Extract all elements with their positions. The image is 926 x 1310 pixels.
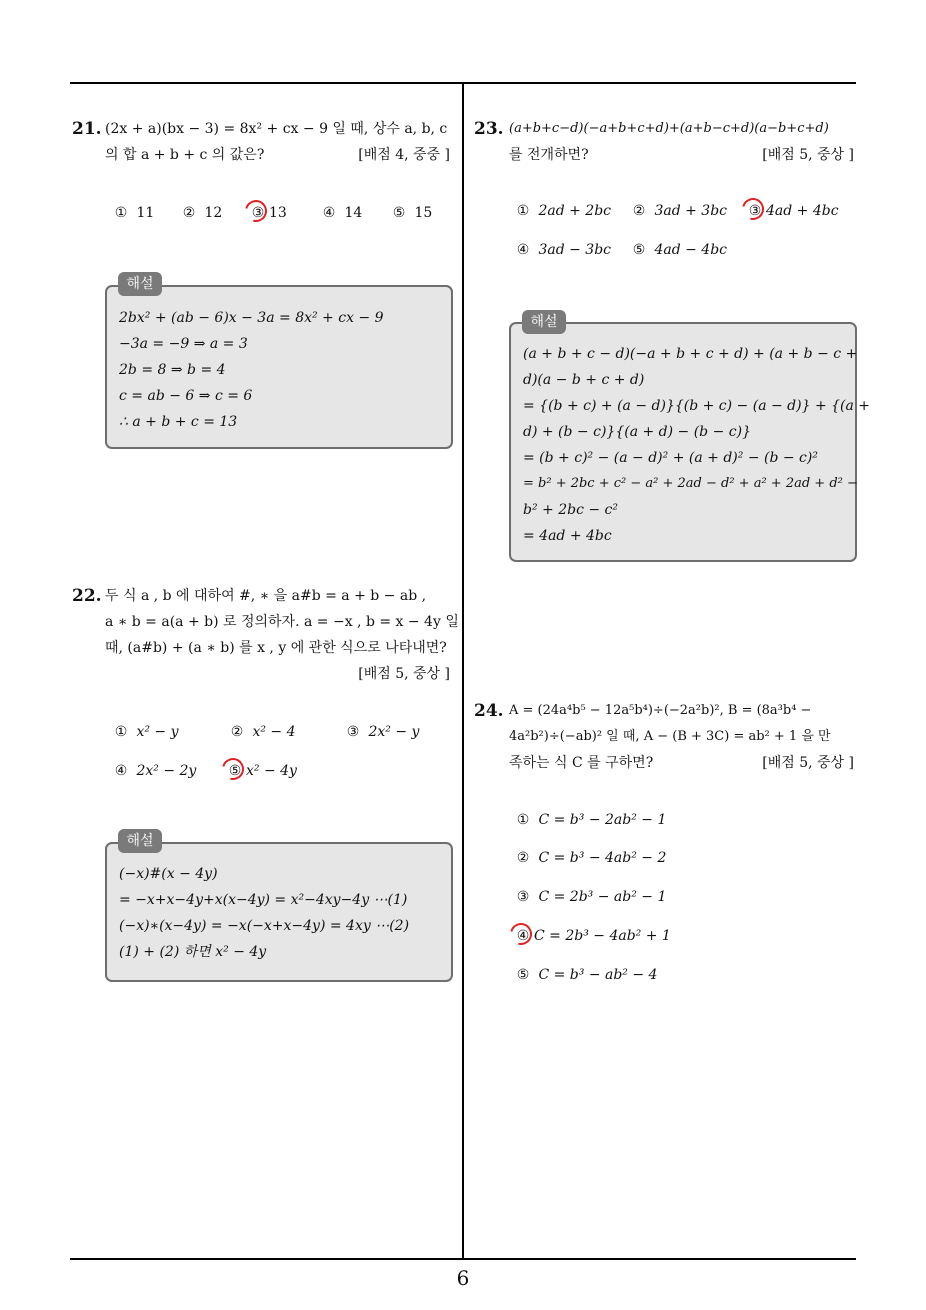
- solution-line: 2bx² + (ab − 6)x − 3a = 8x² + cx − 9: [119, 310, 384, 326]
- question-line-1: (a+b+c−d)(−a+b+c+d)+(a+b−c+d)(a−b+c+d): [509, 121, 829, 136]
- choice-number: ⑤: [392, 205, 406, 221]
- choice-number: ①: [114, 205, 128, 221]
- solution-line: = {(b + c) + (a − d)}{(b + c) − (a − d)} + {(a +: [523, 398, 871, 414]
- choice-24-3[interactable]: [512, 887, 666, 907]
- choice-24-4[interactable]: [512, 926, 671, 946]
- problem-number: 22.: [72, 586, 102, 606]
- choice-number: ②: [182, 205, 196, 221]
- choice-number: ④: [322, 205, 336, 221]
- choice-number: ④: [516, 242, 530, 258]
- choice-text: x² − 4y: [246, 763, 297, 779]
- choice-text: 4ad − 4bc: [654, 242, 728, 258]
- choice-number: ③: [346, 724, 360, 740]
- choice-number: ③: [748, 203, 762, 219]
- question-line-3: 때, (a#b) + (a ∗ b) 를 x , y 에 관한 식으로 나타내면?: [105, 640, 447, 656]
- solution-line: = (b + c)² − (a − d)² + (a + d)² − (b − c)²: [523, 450, 818, 466]
- problem-number: 23.: [474, 119, 504, 139]
- choice-number: ①: [516, 812, 530, 828]
- choice-22-5[interactable]: [224, 761, 297, 781]
- problem-21: [72, 116, 456, 176]
- solution-line: = −x+x−4y+x(x−4y) = x²−4xy−4y ⋯(1): [119, 892, 408, 908]
- question-line-2: 4a²b²)÷(−ab)² 일 때, A − (B + 3C) = ab² + 1 을 만: [509, 729, 831, 744]
- choice-text: 3ad + 3bc: [654, 203, 728, 219]
- choice-number: ②: [632, 203, 646, 219]
- choice-24-2[interactable]: [512, 848, 666, 868]
- solution-line: b² + 2bc − c²: [523, 502, 618, 518]
- choice-number: ④: [114, 763, 128, 779]
- choice-23-5[interactable]: [628, 240, 727, 260]
- choice-22-3[interactable]: [342, 722, 419, 742]
- choice-text: x² − 4: [252, 724, 296, 740]
- choice-21-5[interactable]: [388, 203, 432, 223]
- choice-number: ⑤: [228, 763, 242, 779]
- question-line-2: a ∗ b = a(a + b) 로 정의하자. a = −x , b = x − 4y 일: [105, 614, 459, 630]
- solution-line: (−x)∗(x−4y) = −x(−x+x−4y) = 4xy ⋯(2): [119, 918, 410, 934]
- choice-22-1[interactable]: [110, 722, 179, 742]
- choice-text: C = 2b³ − ab² − 1: [538, 889, 667, 905]
- question-line-1: A = (24a⁴b⁵ − 12a⁵b⁴)÷(−2a²b)², B = (8a³b⁴ −: [509, 703, 812, 718]
- choice-23-2[interactable]: [628, 201, 727, 221]
- choice-22-2[interactable]: [226, 722, 296, 742]
- solution-line: c = ab − 6 ⇒ c = 6: [119, 388, 253, 404]
- choice-number: ⑤: [632, 242, 646, 258]
- page-number: 6: [456, 1266, 470, 1290]
- solution-tab-21: 해설: [118, 272, 162, 296]
- score-label: [배점 4, 중중 ]: [358, 147, 450, 163]
- choice-text: 2x² − y: [368, 724, 420, 740]
- choice-text: x² − y: [136, 724, 179, 740]
- choice-23-1[interactable]: [512, 201, 611, 221]
- choice-text: 2ad + 2bc: [538, 203, 612, 219]
- solution-tab-22: 해설: [118, 829, 162, 853]
- score-label: [배점 5, 중상 ]: [762, 147, 854, 163]
- solution-line: (1) + (2) 하면 x² − 4y: [119, 944, 267, 960]
- solution-line: −3a = −9 ⇒ a = 3: [119, 336, 248, 352]
- solution-tab-23: 해설: [522, 310, 566, 334]
- solution-line: (−x)#(x − 4y): [119, 866, 218, 882]
- choice-number: ②: [516, 850, 530, 866]
- score-label: [배점 5, 중상 ]: [762, 755, 854, 771]
- choice-number: ①: [516, 203, 530, 219]
- question-line-1: (2x + a)(bx − 3) = 8x² + cx − 9 일 때, 상수 a, b, c: [105, 121, 448, 137]
- choice-number: ①: [114, 724, 128, 740]
- choice-24-1[interactable]: [512, 810, 666, 830]
- solution-line: 2b = 8 ⇒ b = 4: [119, 362, 226, 378]
- column-divider: [462, 82, 464, 1259]
- choice-text: C = b³ − ab² − 4: [538, 967, 658, 983]
- solution-box-21: [105, 285, 453, 449]
- solution-line: ∴ a + b + c = 13: [119, 414, 238, 430]
- problem-23: [474, 116, 858, 176]
- choice-text: 12: [204, 205, 223, 221]
- problem-number: 21.: [72, 119, 102, 139]
- choice-text: C = b³ − 4ab² − 2: [538, 850, 667, 866]
- solution-line: = 4ad + 4bc: [523, 528, 612, 544]
- choice-number: ④: [516, 928, 530, 944]
- problem-22: [72, 583, 459, 687]
- choice-23-4[interactable]: [512, 240, 611, 260]
- answer-mark-circle: [241, 196, 271, 226]
- choice-text: 2x² − 2y: [136, 763, 197, 779]
- solution-line: d)(a − b + c + d): [523, 372, 645, 388]
- answer-mark-circle: [506, 919, 536, 949]
- choice-number: ③: [516, 889, 530, 905]
- solution-line: (a + b + c − d)(−a + b + c + d) + (a + b − c +: [523, 346, 858, 362]
- answer-mark-circle: [738, 194, 768, 224]
- choice-23-3[interactable]: [744, 201, 839, 221]
- choice-number: ⑤: [516, 967, 530, 983]
- solution-line: d) + (b − c)}{(a + d) − (b − c)}: [523, 424, 751, 440]
- choice-24-5[interactable]: [512, 965, 657, 985]
- choice-text: 15: [414, 205, 433, 221]
- choice-number: ③: [251, 205, 265, 221]
- choice-text: 13: [269, 205, 287, 221]
- score-label: [배점 5, 중상 ]: [358, 666, 450, 682]
- question-line-1: 두 식 a , b 에 대하여 #, ∗ 을 a#b = a + b − ab ,: [105, 588, 427, 604]
- answer-mark-circle: [218, 754, 248, 784]
- choice-text: 4ad + 4bc: [766, 203, 839, 219]
- solution-line: = b² + 2bc + c² − a² + 2ad − d² + a² + 2ad + d² −: [523, 476, 858, 491]
- question-line-3: 족하는 식 C 를 구하면?: [509, 755, 654, 771]
- problem-number: 24.: [474, 701, 504, 721]
- choice-text: 11: [136, 205, 155, 221]
- choice-21-2[interactable]: [178, 203, 222, 223]
- question-line-2: 의 합 a + b + c 의 값은?: [105, 147, 265, 163]
- problem-24: [474, 698, 858, 778]
- choice-21-4[interactable]: [318, 203, 362, 223]
- choice-number: ②: [230, 724, 244, 740]
- solution-box-23: [509, 322, 871, 562]
- question-line-2: 를 전개하면?: [509, 147, 589, 163]
- solution-box-22: [105, 842, 453, 982]
- choice-text: C = 2b³ − 4ab² + 1: [534, 928, 671, 944]
- choice-text: C = b³ − 2ab² − 1: [538, 812, 667, 828]
- bottom-rule: [70, 1258, 856, 1260]
- choice-21-1[interactable]: [110, 203, 154, 223]
- choice-text: 14: [344, 205, 363, 221]
- choice-21-3[interactable]: [247, 203, 287, 223]
- choice-22-4[interactable]: [110, 761, 196, 781]
- choice-text: 3ad − 3bc: [538, 242, 612, 258]
